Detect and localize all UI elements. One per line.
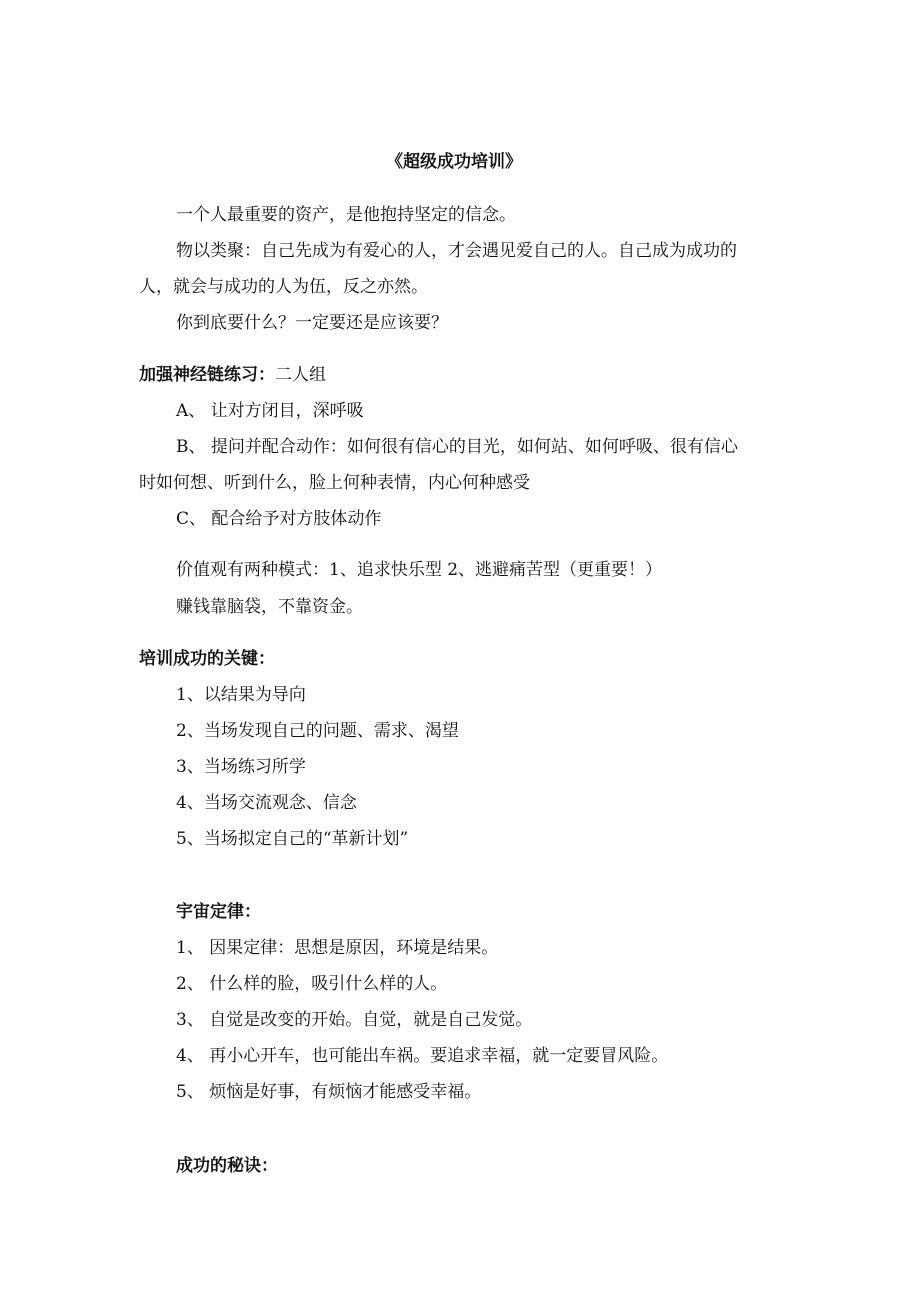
- intro-paragraph-3: 你到底要什么？一定要还是应该要？: [176, 313, 448, 333]
- secret-section-heading: 成功的秘诀：: [176, 1156, 278, 1176]
- universe-list-item: 5、 烦恼是好事，有烦恼才能感受幸福。: [176, 1082, 482, 1102]
- intro-paragraph-1: 一个人最重要的资产，是他抱持坚定的信念。: [176, 205, 516, 225]
- intro-paragraph-2-line-1: 物以类聚：自己先成为有爱心的人，才会遇见爱自己的人。自己成为成功的: [176, 241, 737, 261]
- values-line-2: 赚钱靠脑袋，不靠资金。: [176, 597, 363, 617]
- neural-heading-rest: 二人组: [275, 365, 326, 385]
- universe-list-item: 3、 自觉是改变的开始。自觉，就是自己发觉。: [176, 1010, 533, 1030]
- neural-item-c: C、 配合给予对方肢体动作: [176, 509, 382, 529]
- universe-list-item: 2、 什么样的脸，吸引什么样的人。: [176, 974, 448, 994]
- intro-paragraph-2-line-2: 人，就会与成功的人为伍，反之亦然。: [139, 277, 428, 297]
- neural-heading-label: 加强神经链练习：: [139, 365, 275, 385]
- keys-list-item: 5、当场拟定自己的“革新计划”: [176, 829, 409, 849]
- neural-item-b-line-1: B、 提问并配合动作：如何很有信心的目光，如何站、如何呼吸、很有信心: [176, 437, 738, 457]
- keys-list-item: 4、当场交流观念、信念: [176, 793, 357, 813]
- values-line-1: 价值观有两种模式：1、追求快乐型 2、逃避痛苦型（更重要！）: [176, 560, 663, 580]
- keys-list-item: 2、当场发现自己的问题、需求、渴望: [176, 721, 459, 741]
- universe-section-heading: 宇宙定律：: [176, 902, 261, 922]
- document-title: 《超级成功培训》: [386, 152, 522, 172]
- keys-section-heading: 培训成功的关键：: [139, 649, 275, 669]
- neural-item-a: A、 让对方闭目，深呼吸: [176, 401, 364, 421]
- universe-list-item: 4、 再小心开车，也可能出车祸。要追求幸福，就一定要冒风险。: [176, 1046, 669, 1066]
- neural-section-heading: [139, 364, 326, 386]
- keys-list-item: 1、以结果为导向: [176, 685, 306, 705]
- keys-list-item: 3、当场练习所学: [176, 757, 306, 777]
- universe-list-item: 1、 因果定律：思想是原因，环境是结果。: [176, 938, 499, 958]
- neural-item-b-line-2: 时如何想、听到什么，脸上何种表情，内心何种感受: [139, 473, 530, 493]
